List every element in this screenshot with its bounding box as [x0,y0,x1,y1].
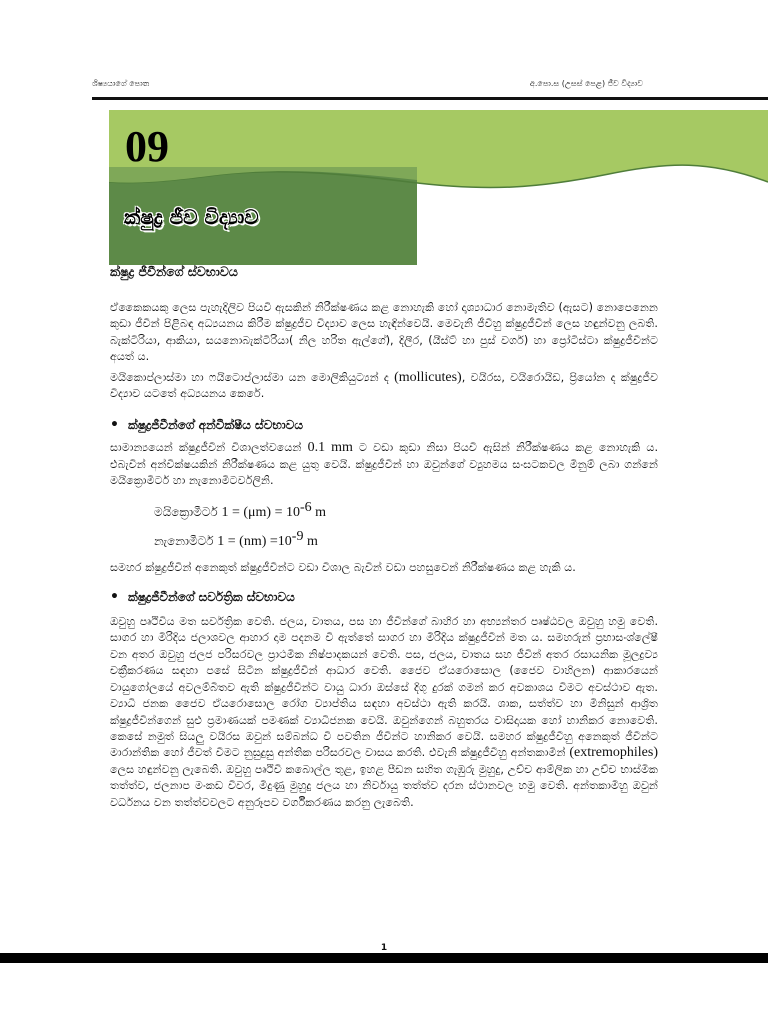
paragraph-ubiquity [110,614,658,811]
paragraph-mollicutes-text-a: මයිකොප්ලාස්මා හා ෆයිටොප්ලාස්මා යන මොලිකියුට්‍යන් ද [110,370,395,384]
formula-nanometer-label: නැනොමීටර් [154,533,218,548]
bullet-icon: • [110,417,119,434]
page-number: 1 [380,943,388,953]
paragraph-size-text-b: ට වඩා කුඩා නිසා පියවි ඇසින් නිරීක්ෂණය කළ නොහැකි ය. එබැවින් අන්වීක්ෂයකින් නිරීක්ෂණය කළ යුතු වෙයි. ක්ෂුද්‍රජීවීන් හා ඔවුන්ගේ ව්‍යුහමය සංඝටකවල මිනුම් ලබා ගන්නේ මයික්‍රොමීටර් හා නැනොමීටර්වලිනි. [110,441,658,488]
term-mollicutes: (mollicutes) [394,369,462,385]
formula-nanometer-unit: m [303,533,318,549]
chapter-banner [109,110,768,265]
bullet-icon: • [110,589,119,606]
header-subject-title: අ.පො.ස (උසස් පෙළ) ජීව විද්‍යාව [529,79,643,88]
bullet-heading-microscopic [110,416,658,434]
term-extremophiles: (extremophiles) [569,745,658,761]
formula-micrometer-exponent: -6 [299,499,312,515]
paragraph-mollicutes [110,370,658,403]
bullet-heading-microscopic-label: ක්ෂුද්‍රජීවීන්ගේ අන්වීක්ෂීය ස්වභාවය [128,418,303,433]
size-value: 0.1 mm [307,440,353,456]
formula-nanometer-expr: 1 = (nm) =10 [217,533,292,549]
header-rule [92,97,768,100]
page-body [110,262,658,811]
bullet-heading-ubiquitous [110,588,658,606]
paragraph-mollicutes-text-b: , වයිරස, වයිරොයිඩ, ප්‍රියෝන ද ක්ෂුද්‍රජීව විද්‍යාව යටතේ අධ්‍යයනය කෙරේ. [110,370,658,401]
banner-wave-graphic [109,110,768,265]
paragraph-ubiquity-text-a: ඔවුහු පෘථිවිය මත සර්වත්‍රික වෙති. ජලය, වාතය, පස හා ජීවීන්ගේ බාහිර හා අභ්‍යන්තර පෘෂ්ඨවල ඔවුහු හමු වෙති. සාගර හා මිරිදිය ජලාශවල ආහාර දාම පදනම වී ඇත්තේ සාගර හා මිරිදිය ක්ෂුද්‍රජීවීන් මත ය. සමහරුන් ප්‍රභාසංශ්ලේෂී වන අතර ඔවුහු ජලජ පරිසරවල ප්‍රාථමික නිෂ්පාදකයන් වෙති. පස, ජලය, වාතය සහ ජීවීන් අතර රසායනික මූලද්‍රව්‍ය චක්‍රීකරණය සඳහා පසේ සිටින ක්ෂුද්‍රජීවීන් ආධාර වෙති. ජෛව ඒයරොසොල (ජෛව වාහිලන) ආකාරයෙන් වායුගෝලයේ අවලම්බිතව ඇති ක්ෂුද්‍රජීවීන්ට වායු ධාරා ඔස්සේ දිගු දුරක් ගමන් කර අවකාශය විමට අවස්ථාව ඇත. ව්‍යාධි ජනක ජෛව ඒයරොසොල රෝග ව්‍යාප්තිය සඳහා අවස්ථා ඇති කරයි. ශාක, සත්ත්ව හා මිනිසුන් ආශ්‍රිත ක්ෂුද්‍රජීවීන්ගෙන් සුළු ප්‍රමාණයක් පමණක් ව්‍යාධිජනක වෙයි. ඔවුන්ගෙන් බහුතරය වාසිදායක හෝ හානිකර නොවෙති. කෙසේ නමුත් සියලු වයිරස ඔවුන් සම්බන්ධ වී පවතින ජීවීන්ට හානිකර වෙයි. සමහර ක්ෂුද්‍රජීවීහු අනෙකුත් ජීවීන්ට මාරාන්තික හෝ ජීවත් වීමට නුසුදුසු අන්තික පරිසරවල වාසය කරති. එවැනි ක්ෂුද්‍රජීවීහු අන්තකාමීන් [110,615,658,760]
formula-micrometer-expr: 1 = (μm) = 10 [221,504,300,520]
paragraph-ubiquity-text-b: ලෙස හඳුන්වනු ලැබෙති. ඔවුහු පෘථිවි කබොල්ල තුළ, ඉහළ පීඩන සහිත ගැඹුරු මුහුදු, උච්ච ආම්ලික හා උච්ච භාස්මික තත්ත්ව, ජලනාප මංකඩ විවර, මිදුණු මුහුදු ජලය හා නිර්වායු තත්ත්ව දරන ස්ථානවල හමු වෙති. අන්තකාමීහු ඔවුන් වර්ධනය වන තත්ත්වවලට අනුරූපව වර්ගීකරණය කරනු ලැබෙති. [110,762,658,809]
section-heading-nature: ක්ෂුද්‍ර ජීවීන්ගේ ස්වභාවය [110,264,238,279]
formula-nanometer [154,525,658,554]
paragraph-larger-microbes: සමහර ක්ෂුද්‍රජීවීන් අනෙකුත් ක්ෂුද්‍රජීවීන්ට වඩා විශාල බැවින් වඩා පහසුවෙන් නිරීක්ෂණය කළ හැකි ය. [110,560,576,574]
chapter-title: ක්ෂුද්‍ර ජීව විද්‍යාව [124,205,259,229]
paragraph-size [110,440,658,489]
footer-bar [0,953,768,963]
formula-micrometer [154,496,658,525]
paragraph-definition: ඒකෛකයකු ලෙස පැහැදිලිව පියවි ඇසකින් නිරීක්ෂණය කළ නොහැකි හෝ දෘශ්‍යාධාර නොමැතිව (ඇසට) නොපෙනෙන කුඩා ජීවීන් පිළිබඳ අධ්‍යයනය කිරීම ක්ෂුද්‍රජීව විද්‍යාව ලෙස හැඳින්වෙයි. මෙවැනි ජීවීහු ක්ෂුද්‍රජීවීන් ලෙස හඳුන්වනු ලබති. බැක්ටීරියා, ආකියා, සයනොබැක්ටීරියා( නිල හරිත ඇල්ගේ), දිලීර, (යීස්ට් හා පුස් වර්ග) හා ප්‍රෝටිස්ටා ක්ෂුද්‍රජීවීන්ට අයත් ය. [110,301,658,364]
paragraph-size-text-a: සාමාන්‍යයෙන් ක්ෂුද්‍රජීවීන් විශාලත්වයෙන් [110,441,308,455]
formula-micrometer-label: මයික්‍රොමීටර් [154,504,222,519]
bullet-heading-ubiquitous-label: ක්ෂුද්‍රජීවීන්ගේ සර්වත්‍රික ස්වභාවය [128,590,295,605]
formula-nanometer-exponent: -9 [291,528,304,544]
formula-micrometer-unit: m [311,504,327,520]
header-book-title: ශිෂ්‍යයාගේ පොත [92,79,150,88]
chapter-number: 09 [125,122,169,171]
